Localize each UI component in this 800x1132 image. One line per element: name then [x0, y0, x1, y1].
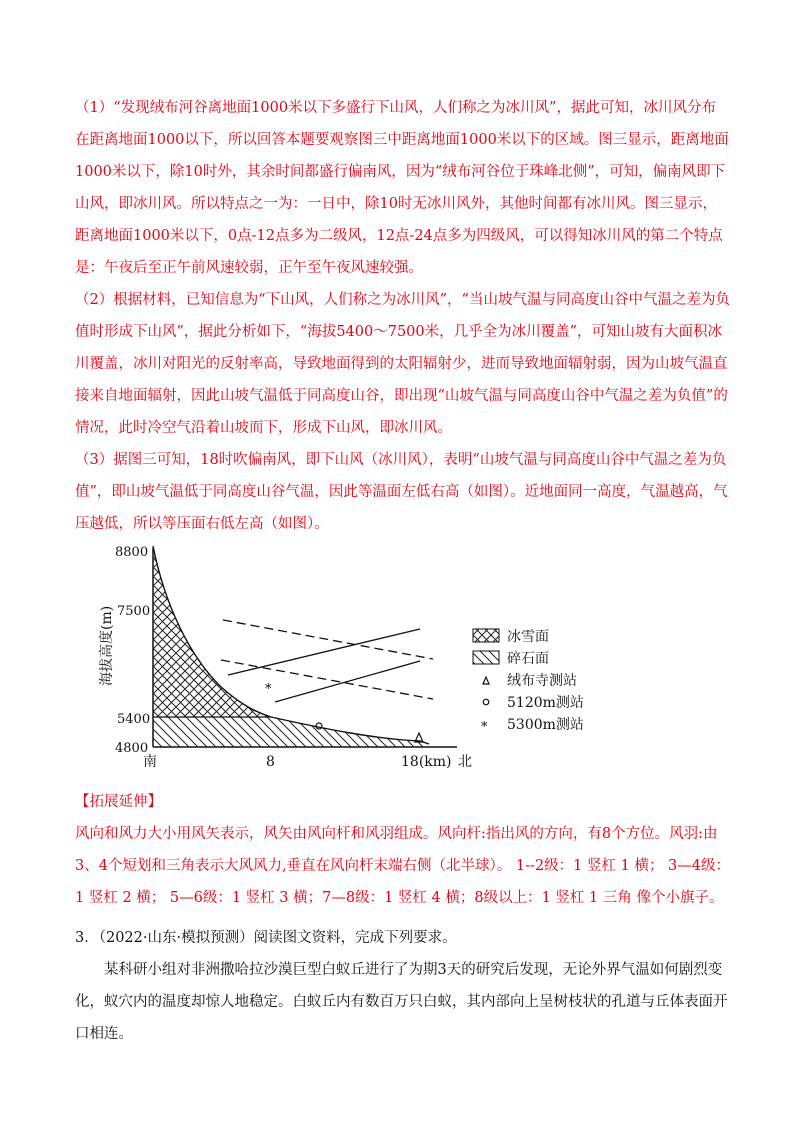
- answer-1: （1）“发现绒布河谷离地面1000米以下多盛行下山风，人们称之为冰川风”，据此可知，冰川风分布在距离地面1000以下，所以回答本题要观察图三中距离地面1000米以下的区域。图三显示，距离地面1000米以下，除10时外，其余时间都盛行偏南风，因为“绒布河谷位于珠峰北侧”，可知，偏南风即下山风，即冰川风。所以特点之一为：一日中，除10时无冰川风外，其他时间都有冰川风。图三显示，距离地面1000米以下，0点-12点多为二级风，12点-24点多为四级风，可以得知冰川风的第二个特点是：午夜后至正午前风速较弱，正午至午夜风速较强。: [75, 100, 729, 276]
- legend-star-icon: *: [481, 720, 488, 735]
- answer-3: （3）据图三可知，18时吹偏南风，即下山风（冰川风），表明“山坡气温与同高度山谷中气温之差为负值”，即山坡气温低于同高度山谷气温，因此等温面左低右高（如图）。近地面同一高度，气温越高，气压越低，所以等压面右低左高（如图）。: [75, 452, 728, 532]
- extension-title: 【拓展延伸】: [75, 794, 162, 810]
- legend-circle-icon: [483, 699, 489, 705]
- xtick-south: 南: [143, 754, 157, 770]
- answer-2: （2）根据材料，已知信息为“下山风，人们称之为冰川风”，“当山坡气温与同高度山谷中气温之差为负值时形成下山风”，据此分析如下，“海拔5400～7500米，几乎全为冰川覆盖”，可知山坡有大面积冰川覆盖，冰川对阳光的反射率高，导致地面得到的太阳辐射少，进而导致地面辐射弱，因为山坡气温直接来自地面辐射，因此山坡气温低于同高度山谷，即出现“山坡气温与同高度山谷中气温之差为负值”的情况，此时冷空气沿着山坡而下，形成下山风，即冰川风。: [75, 292, 730, 436]
- legend-gravel-label: 碎石面: [507, 651, 549, 667]
- legend-ice-label: 冰雪面: [507, 629, 549, 645]
- ytick-8800: 8800: [115, 545, 149, 560]
- answer-section: [75, 92, 730, 540]
- solid-line-1: [228, 629, 420, 675]
- legend: [473, 629, 584, 735]
- ytick-5400: 5400: [117, 712, 151, 727]
- legend-5300-label: 5300m测站: [507, 717, 584, 733]
- question-3: [75, 922, 735, 1050]
- question-3-body: 某科研小组对非洲撒哈拉沙漠巨型白蚁丘进行了为期3天的研究后发现，无论外界气温如何剧烈变化，蚁穴内的温度却惊人地稳定。白蚁丘内有数百万只白蚁，其内部向上呈树枝状的孔道与丘体表面开口相连。: [75, 962, 728, 1042]
- xtick-18: 18(km): [401, 754, 452, 770]
- station-5300-marker: *: [265, 682, 272, 697]
- ytick-7500: 7500: [117, 604, 151, 619]
- ylabel-text: 海拔高度(m): [99, 605, 115, 686]
- profile-diagram: [95, 536, 584, 776]
- legend-ice-swatch: [473, 629, 499, 642]
- solid-line-2: [275, 661, 420, 702]
- legend-5120-label: 5120m测站: [507, 695, 584, 711]
- profile-figure: [95, 536, 584, 776]
- question-3-head: 3．（2022·山东·模拟预测）阅读图文资料，完成下列要求。: [75, 930, 457, 946]
- legend-triangle-icon: [483, 677, 489, 684]
- legend-gravel-swatch: [473, 651, 499, 664]
- extension-section: [75, 818, 735, 914]
- xtick-north: 北: [458, 754, 472, 770]
- legend-rongbu-label: 绒布寺测站: [507, 673, 577, 689]
- extension-text: 风向和风力大小用风矢表示，风矢由风向杆和风羽组成。风向杆:指出风的方向，有8个方位。风羽:由3、4个短划和三角表示大风风力,垂直在风向杆末端右侧（北半球）。 1--2级：1 竖杠 1 横； 3—4级：1 竖杠 2 横； 5—6级：1 竖杠 3 横；7—8级：1 竖杠 4 横；8级以上：1 竖杠 1 三角 像个小旗子。: [75, 826, 731, 906]
- ytick-4800: 4800: [115, 741, 149, 756]
- ice-area: [153, 546, 271, 717]
- xtick-8: 8: [266, 754, 275, 770]
- y-axis-label: [98, 606, 115, 686]
- dashed-line-1: [223, 620, 433, 659]
